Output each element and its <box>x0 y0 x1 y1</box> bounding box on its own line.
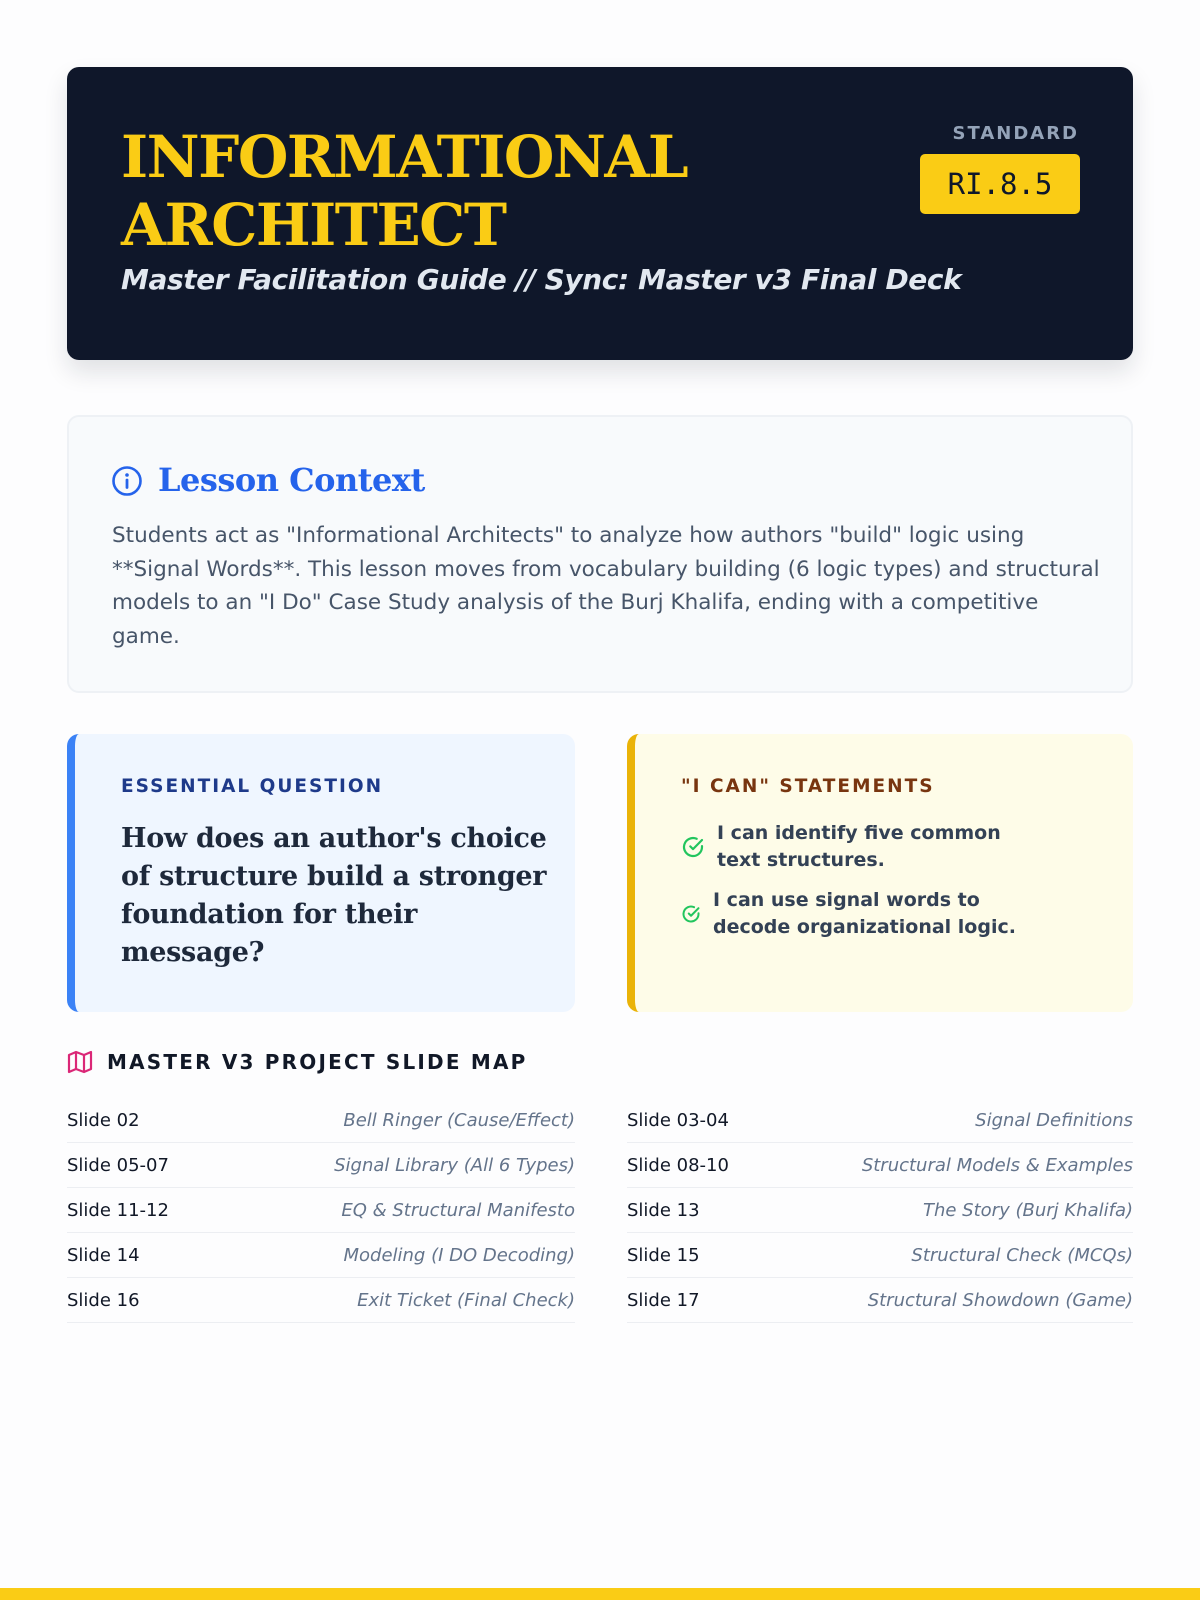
title-line-1: INFORMATIONAL <box>121 123 688 191</box>
i-can-label: "I CAN" STATEMENTS <box>681 776 935 797</box>
slide-map-header <box>67 1050 528 1074</box>
essential-question-label: ESSENTIAL QUESTION <box>121 776 384 797</box>
page-subtitle: Master Facilitation Guide // Sync: Master v3 Final Deck <box>121 263 962 296</box>
lesson-context-body: Students act as "Informational Architects" to analyze how authors "build" logic using **Signal Words**. This lesson moves from vocabulary building (6 logic types) and structural models to an "I Do" Case Study analysis of the Burj Khalifa, ending with a competitive game. <box>112 523 1100 649</box>
slide-description: Signal Library (All 6 Types) <box>334 1154 575 1176</box>
table-row <box>627 1098 1133 1143</box>
table-row <box>627 1278 1133 1323</box>
slide-description: Structural Check (MCQs) <box>911 1244 1133 1266</box>
slide-number: Slide 15 <box>627 1244 700 1266</box>
slide-description: Structural Models & Examples <box>861 1154 1133 1176</box>
bottom-accent-bar <box>0 1588 1200 1600</box>
title-line-2: ARCHITECT <box>121 191 506 259</box>
essential-question-text: How does an author's choice of structure build a stronger foundation for their message? <box>121 823 547 968</box>
slide-description: EQ & Structural Manifesto <box>341 1199 575 1221</box>
slide-description: Exit Ticket (Final Check) <box>357 1289 575 1311</box>
table-row <box>67 1143 575 1188</box>
slide-number: Slide 08-10 <box>627 1154 729 1176</box>
table-row <box>67 1278 575 1323</box>
slide-map-left-column <box>67 1098 575 1323</box>
table-row <box>627 1233 1133 1278</box>
info-icon <box>111 465 143 497</box>
i-can-item <box>681 887 1061 941</box>
lesson-context-title: Lesson Context <box>158 461 425 499</box>
slide-number: Slide 17 <box>627 1289 700 1311</box>
slide-number: Slide 16 <box>67 1289 140 1311</box>
i-can-item <box>681 820 1041 874</box>
slide-number: Slide 05-07 <box>67 1154 169 1176</box>
hero-header <box>67 67 1133 360</box>
slide-description: Signal Definitions <box>975 1109 1133 1131</box>
slide-description: The Story (Burj Khalifa) <box>922 1199 1133 1221</box>
page-title <box>121 123 741 259</box>
slide-number: Slide 02 <box>67 1109 140 1131</box>
i-can-text: I can identify five common text structures. <box>717 822 1001 871</box>
slide-number: Slide 03-04 <box>627 1109 729 1131</box>
slide-number: Slide 14 <box>67 1244 140 1266</box>
slide-number: Slide 11-12 <box>67 1199 169 1221</box>
map-icon <box>67 1050 93 1074</box>
check-circle-icon <box>681 904 701 924</box>
lesson-context-card <box>67 415 1133 693</box>
table-row <box>627 1188 1133 1233</box>
table-row <box>67 1098 575 1143</box>
slide-description: Structural Showdown (Game) <box>867 1289 1133 1311</box>
table-row <box>67 1188 575 1233</box>
slide-description: Modeling (I DO Decoding) <box>343 1244 575 1266</box>
table-row <box>627 1143 1133 1188</box>
check-circle-icon <box>681 835 705 859</box>
i-can-card <box>627 734 1133 1012</box>
standard-badge: RI.8.5 <box>920 154 1080 214</box>
slide-number: Slide 13 <box>627 1199 700 1221</box>
slide-description: Bell Ringer (Cause/Effect) <box>343 1109 575 1131</box>
table-row <box>67 1233 575 1278</box>
essential-question-card <box>67 734 575 1012</box>
i-can-text: I can use signal words to decode organizational logic. <box>713 889 1016 938</box>
slide-map-title: MASTER V3 PROJECT SLIDE MAP <box>107 1050 528 1074</box>
slide-map-right-column <box>627 1098 1133 1323</box>
standard-label: STANDARD <box>952 123 1079 144</box>
